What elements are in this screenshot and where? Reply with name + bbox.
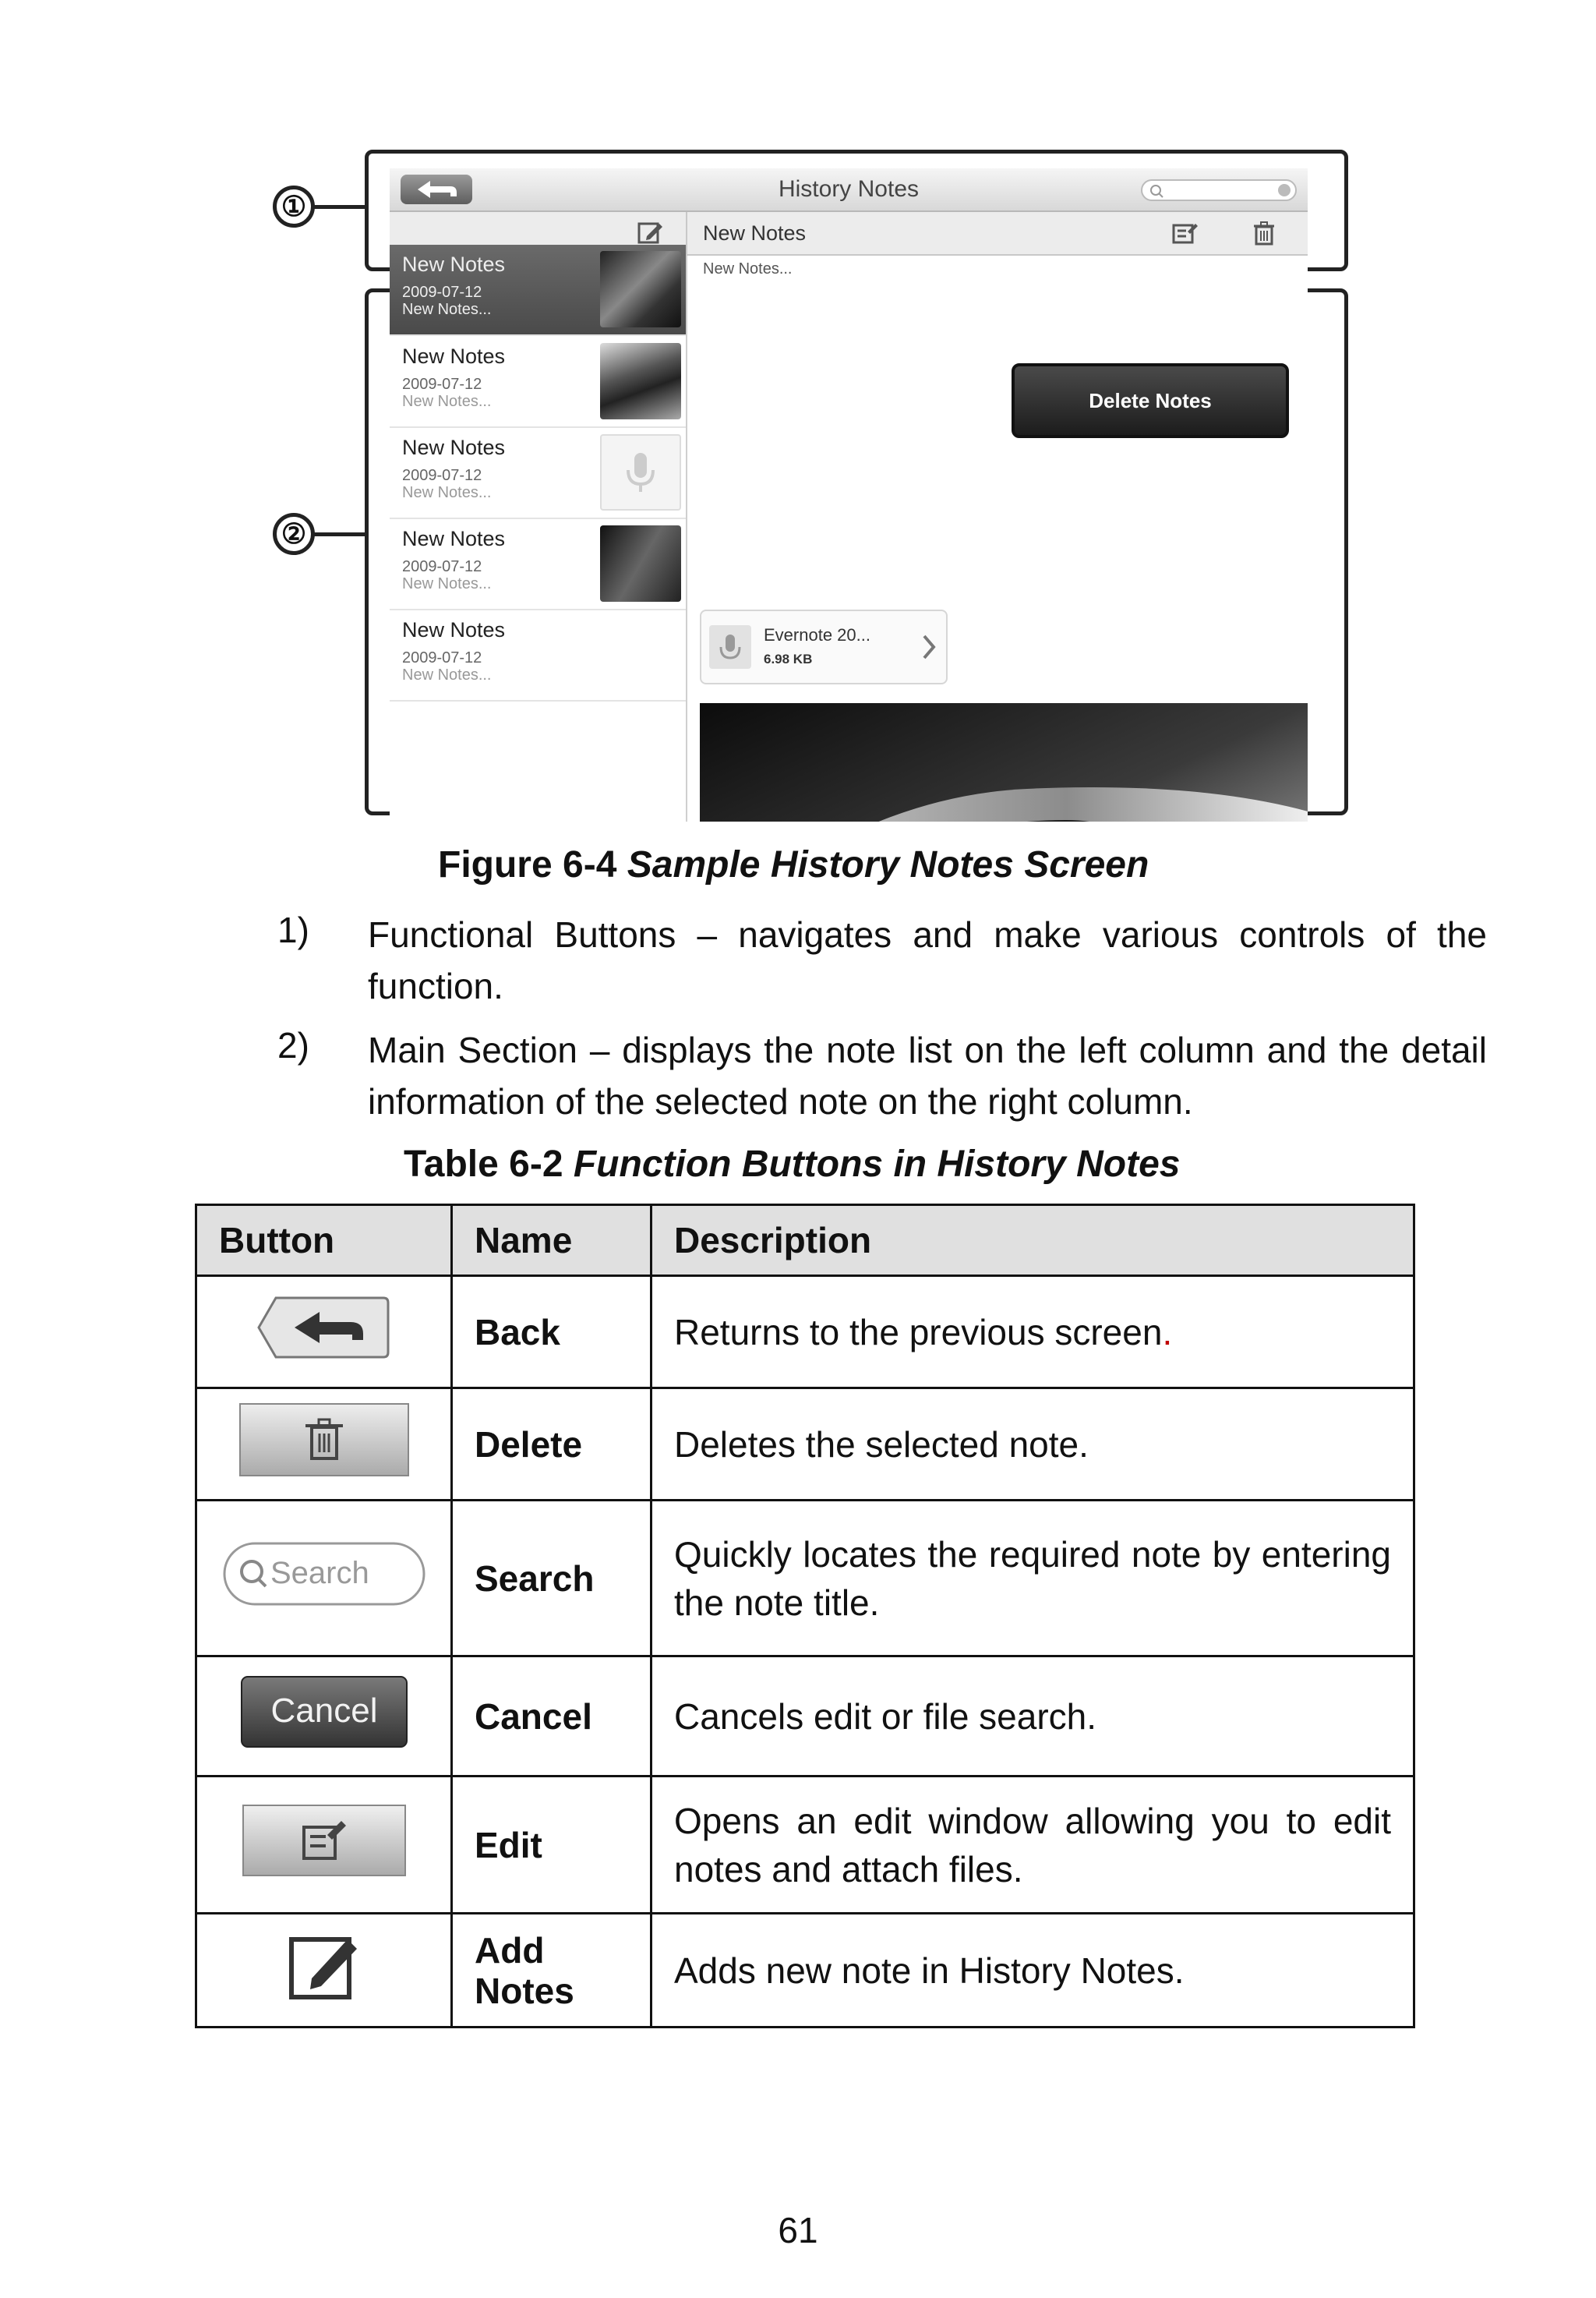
table-header-row: [196, 1205, 1414, 1276]
top-bar: [390, 168, 1308, 212]
button-cell: [196, 1501, 452, 1656]
note-list-item[interactable]: New Notes 2009-07-12 New Notes...: [390, 337, 686, 428]
button-name: Cancel: [452, 1656, 651, 1777]
svg-text:Search: Search: [270, 1556, 369, 1590]
button-cell: [196, 1914, 452, 2028]
delete-notes-button[interactable]: Delete Notes: [1012, 363, 1289, 438]
table-row: [196, 1501, 1414, 1656]
column-header: Name: [452, 1205, 651, 1276]
attachment-size: 6.98 KB: [764, 652, 813, 666]
column-header: Button: [196, 1205, 452, 1276]
button-description: Deletes the selected note.: [651, 1388, 1414, 1501]
car-thumbnail: [600, 251, 681, 327]
button-name: Delete: [452, 1388, 651, 1501]
note-list: [390, 253, 687, 822]
table-row: [196, 1656, 1414, 1777]
edit-icon: [242, 1804, 407, 1877]
detail-preview: New Notes...: [703, 260, 793, 278]
cancel-icon: [240, 1675, 408, 1748]
button-description: Opens an edit window allowing you to edit notes and attach files.: [651, 1777, 1414, 1914]
history-notes-screen: [390, 168, 1308, 822]
callout-1: ①: [273, 186, 315, 228]
back-icon: [254, 1292, 394, 1363]
trash-icon: [238, 1402, 410, 1477]
table-row: [196, 1914, 1414, 2028]
column-header: Description: [651, 1205, 1414, 1276]
add-note-icon[interactable]: [636, 219, 664, 247]
note-list-item[interactable]: New Notes 2009-07-12 New Notes...: [390, 519, 686, 610]
button-name: Edit: [452, 1777, 651, 1914]
search-icon: [222, 1541, 426, 1607]
car-photo: [700, 703, 1308, 822]
attachment-item[interactable]: [700, 610, 948, 684]
microphone-icon: [602, 436, 680, 509]
microphone-icon: [709, 625, 751, 669]
button-cell: [196, 1388, 452, 1501]
button-name: Add Notes: [452, 1914, 651, 2028]
search-input[interactable]: [1141, 179, 1297, 201]
button-cell: [196, 1656, 452, 1777]
button-description: Cancels edit or file search.: [651, 1656, 1414, 1777]
button-cell: [196, 1777, 452, 1914]
callout-2-line: [313, 532, 368, 536]
figure-caption: Figure 6-4 Sample History Notes Screen: [438, 844, 1149, 886]
car-taillight-image: [700, 703, 1308, 822]
figure-history-notes: [0, 0, 1596, 842]
add-note-icon: [285, 1929, 363, 2003]
callout-2: ②: [273, 513, 315, 555]
list-item-number: 1): [277, 910, 309, 950]
svg-text:Cancel: Cancel: [270, 1692, 377, 1730]
list-item-number: 2): [277, 1025, 309, 1066]
table-row: [196, 1388, 1414, 1501]
trash-icon[interactable]: [1250, 219, 1278, 247]
button-cell: [196, 1276, 452, 1388]
note-detail: [687, 256, 1308, 822]
table-row: [196, 1276, 1414, 1388]
search-icon: [1147, 182, 1171, 200]
page-number: 61: [778, 2210, 818, 2250]
table-caption: Table 6-2 Function Buttons in History Notes: [404, 1144, 1181, 1185]
function-buttons-table: [195, 1204, 1415, 2028]
button-description: Returns to the previous screen.: [651, 1276, 1414, 1388]
list-item-text: Functional Buttons – navigates and make various controls of the function.: [368, 914, 1487, 1006]
button-description: Quickly locates the required note by entering the note title.: [651, 1501, 1414, 1656]
button-name: Back: [452, 1276, 651, 1388]
callout-1-line: [313, 205, 368, 209]
car-thumbnail: [600, 343, 681, 419]
note-list-item[interactable]: New Notes 2009-07-12 New Notes...: [390, 428, 686, 519]
detail-header: New Notes: [703, 221, 807, 245]
clear-icon[interactable]: [1278, 184, 1291, 196]
button-description: Adds new note in History Notes.: [651, 1914, 1414, 2028]
column-divider: [686, 212, 687, 254]
table-row: [196, 1777, 1414, 1914]
button-name: Search: [452, 1501, 651, 1656]
note-list-item[interactable]: New Notes 2009-07-12 New Notes...: [390, 245, 686, 336]
car-thumbnail: [600, 525, 681, 602]
attachment-name: Evernote 20...: [764, 625, 870, 645]
chevron-right-icon: [920, 631, 938, 663]
note-list-item[interactable]: New Notes 2009-07-12 New Notes...: [390, 610, 686, 702]
edit-icon[interactable]: [1171, 219, 1199, 247]
screen-title: History Notes: [778, 176, 920, 202]
list-item-text: Main Section – displays the note list on the left column and the detail information of the selected note on the right column.: [368, 1030, 1487, 1122]
audio-thumbnail: [600, 434, 681, 511]
